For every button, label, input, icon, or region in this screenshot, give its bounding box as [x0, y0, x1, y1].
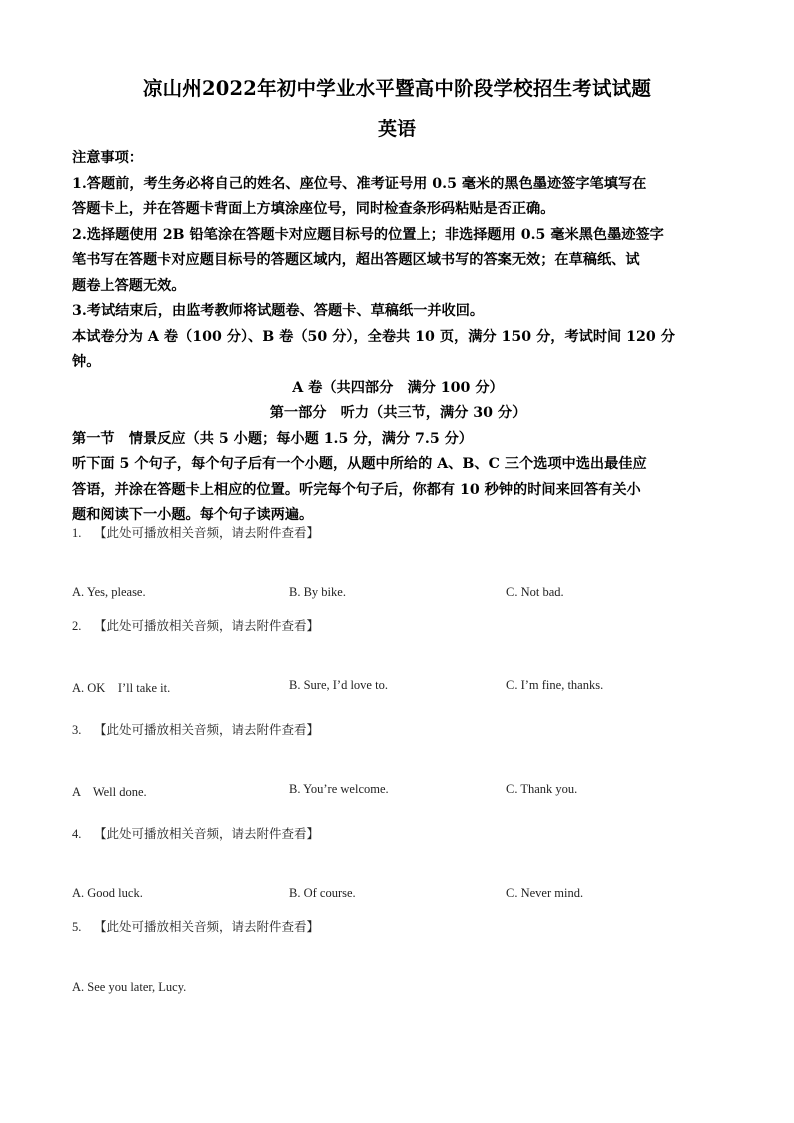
- audio-placeholder: 【此处可播放相关音频，请去附件查看】: [94, 723, 320, 737]
- audio-placeholder: 【此处可播放相关音频，请去附件查看】: [94, 619, 320, 633]
- audio-placeholder: 【此处可播放相关音频，请去附件查看】: [94, 526, 320, 540]
- question-1-option-c[interactable]: C. Not bad.: [506, 585, 564, 599]
- question-1-option-a[interactable]: A. Yes, please.: [72, 585, 146, 599]
- part-1-heading: 第一部分 听力（共三节，满分 30 分）: [269, 405, 527, 421]
- question-1-prompt[interactable]: [72, 523, 319, 541]
- question-3-prompt[interactable]: [72, 720, 319, 738]
- directions-line-3: 题和阅读下一小题。每个句子读两遍。: [72, 507, 314, 523]
- question-2-option-b[interactable]: B. Sure, I’d love to.: [289, 678, 388, 692]
- summary-line-1: 本试卷分为 A 卷（100 分）、B 卷（50 分），全卷共 10 页，满分 150 分，考试时间 120 分: [72, 328, 675, 345]
- question-3-option-a[interactable]: A Well done.: [72, 785, 147, 799]
- audio-placeholder: 【此处可播放相关音频，请去附件查看】: [94, 827, 320, 841]
- volume-a-heading: A 卷（共四部分 满分 100 分）: [292, 379, 504, 396]
- audio-placeholder: 【此处可播放相关音频，请去附件查看】: [94, 920, 320, 934]
- instructions-block: [72, 146, 724, 529]
- question-2-prompt[interactable]: [72, 616, 319, 634]
- question-3-option-c[interactable]: C. Thank you.: [506, 782, 578, 796]
- question-number: 4.: [72, 827, 82, 841]
- question-5-option-a[interactable]: A. See you later, Lucy.: [72, 980, 187, 994]
- notice-item-2-line-2: 笔书写在答题卡对应题目标号的答题区域内，超出答题区域书写的答案无效；在草稿纸、试: [72, 252, 640, 268]
- question-4-option-c[interactable]: C. Never mind.: [506, 886, 584, 900]
- question-3-option-b[interactable]: B. You’re welcome.: [289, 782, 389, 796]
- question-2-option-c[interactable]: C. I’m fine, thanks.: [506, 678, 604, 692]
- page-title: 凉山州2022年初中学业水平暨高中阶段学校招生考试试题: [142, 77, 652, 100]
- notice-heading: 注意事项：: [72, 150, 143, 166]
- question-4-option-b[interactable]: B. Of course.: [289, 886, 356, 900]
- question-4-prompt[interactable]: [72, 824, 319, 842]
- summary-line-2: 钟。: [72, 354, 101, 370]
- notice-item-2-line-3: 题卷上答题无效。: [72, 277, 186, 294]
- question-number: 3.: [72, 723, 82, 737]
- question-2-option-a[interactable]: A. OK I’ll take it.: [72, 681, 171, 695]
- question-number: 2.: [72, 619, 82, 633]
- directions-line-1: 听下面 5 个句子，每个句子后有一个小题，从题中所给的 A、B、C 三个选项中选出最佳应: [72, 456, 647, 472]
- question-4-option-a[interactable]: A. Good luck.: [72, 886, 143, 900]
- question-number: 1.: [72, 526, 82, 540]
- directions-line-2: 答语，并涂在答题卡上相应的位置。听完每个句子后，你都有 10 秒钟的时间来回答有关小: [72, 481, 641, 498]
- notice-item-3: 3.考试结束后，由监考教师将试题卷、答题卡、草稿纸一并收回。: [72, 303, 485, 319]
- question-number: 5.: [72, 920, 82, 934]
- subsection-1-heading: 第一节 情景反应（共 5 小题；每小题 1.5 分，满分 7.5 分）: [72, 430, 473, 447]
- notice-item-1-line-1: 1.答题前，考生务必将自己的姓名、座位号、准考证号用 0.5 毫米的黑色墨迹签字笔填写在: [72, 175, 647, 192]
- question-1-option-b[interactable]: B. By bike.: [289, 585, 346, 599]
- notice-item-1-line-2: 答题卡上，并在答题卡背面上方填涂座位号，同时检查条形码粘贴是否正确。: [72, 201, 555, 217]
- question-5-prompt[interactable]: [72, 917, 319, 935]
- subject-heading: 英语: [377, 118, 416, 140]
- notice-item-2-line-1: 2.选择题使用 2B 铅笔涂在答题卡对应题目标号的位置上；非选择题用 0.5 毫米黑色墨迹签字: [72, 226, 664, 243]
